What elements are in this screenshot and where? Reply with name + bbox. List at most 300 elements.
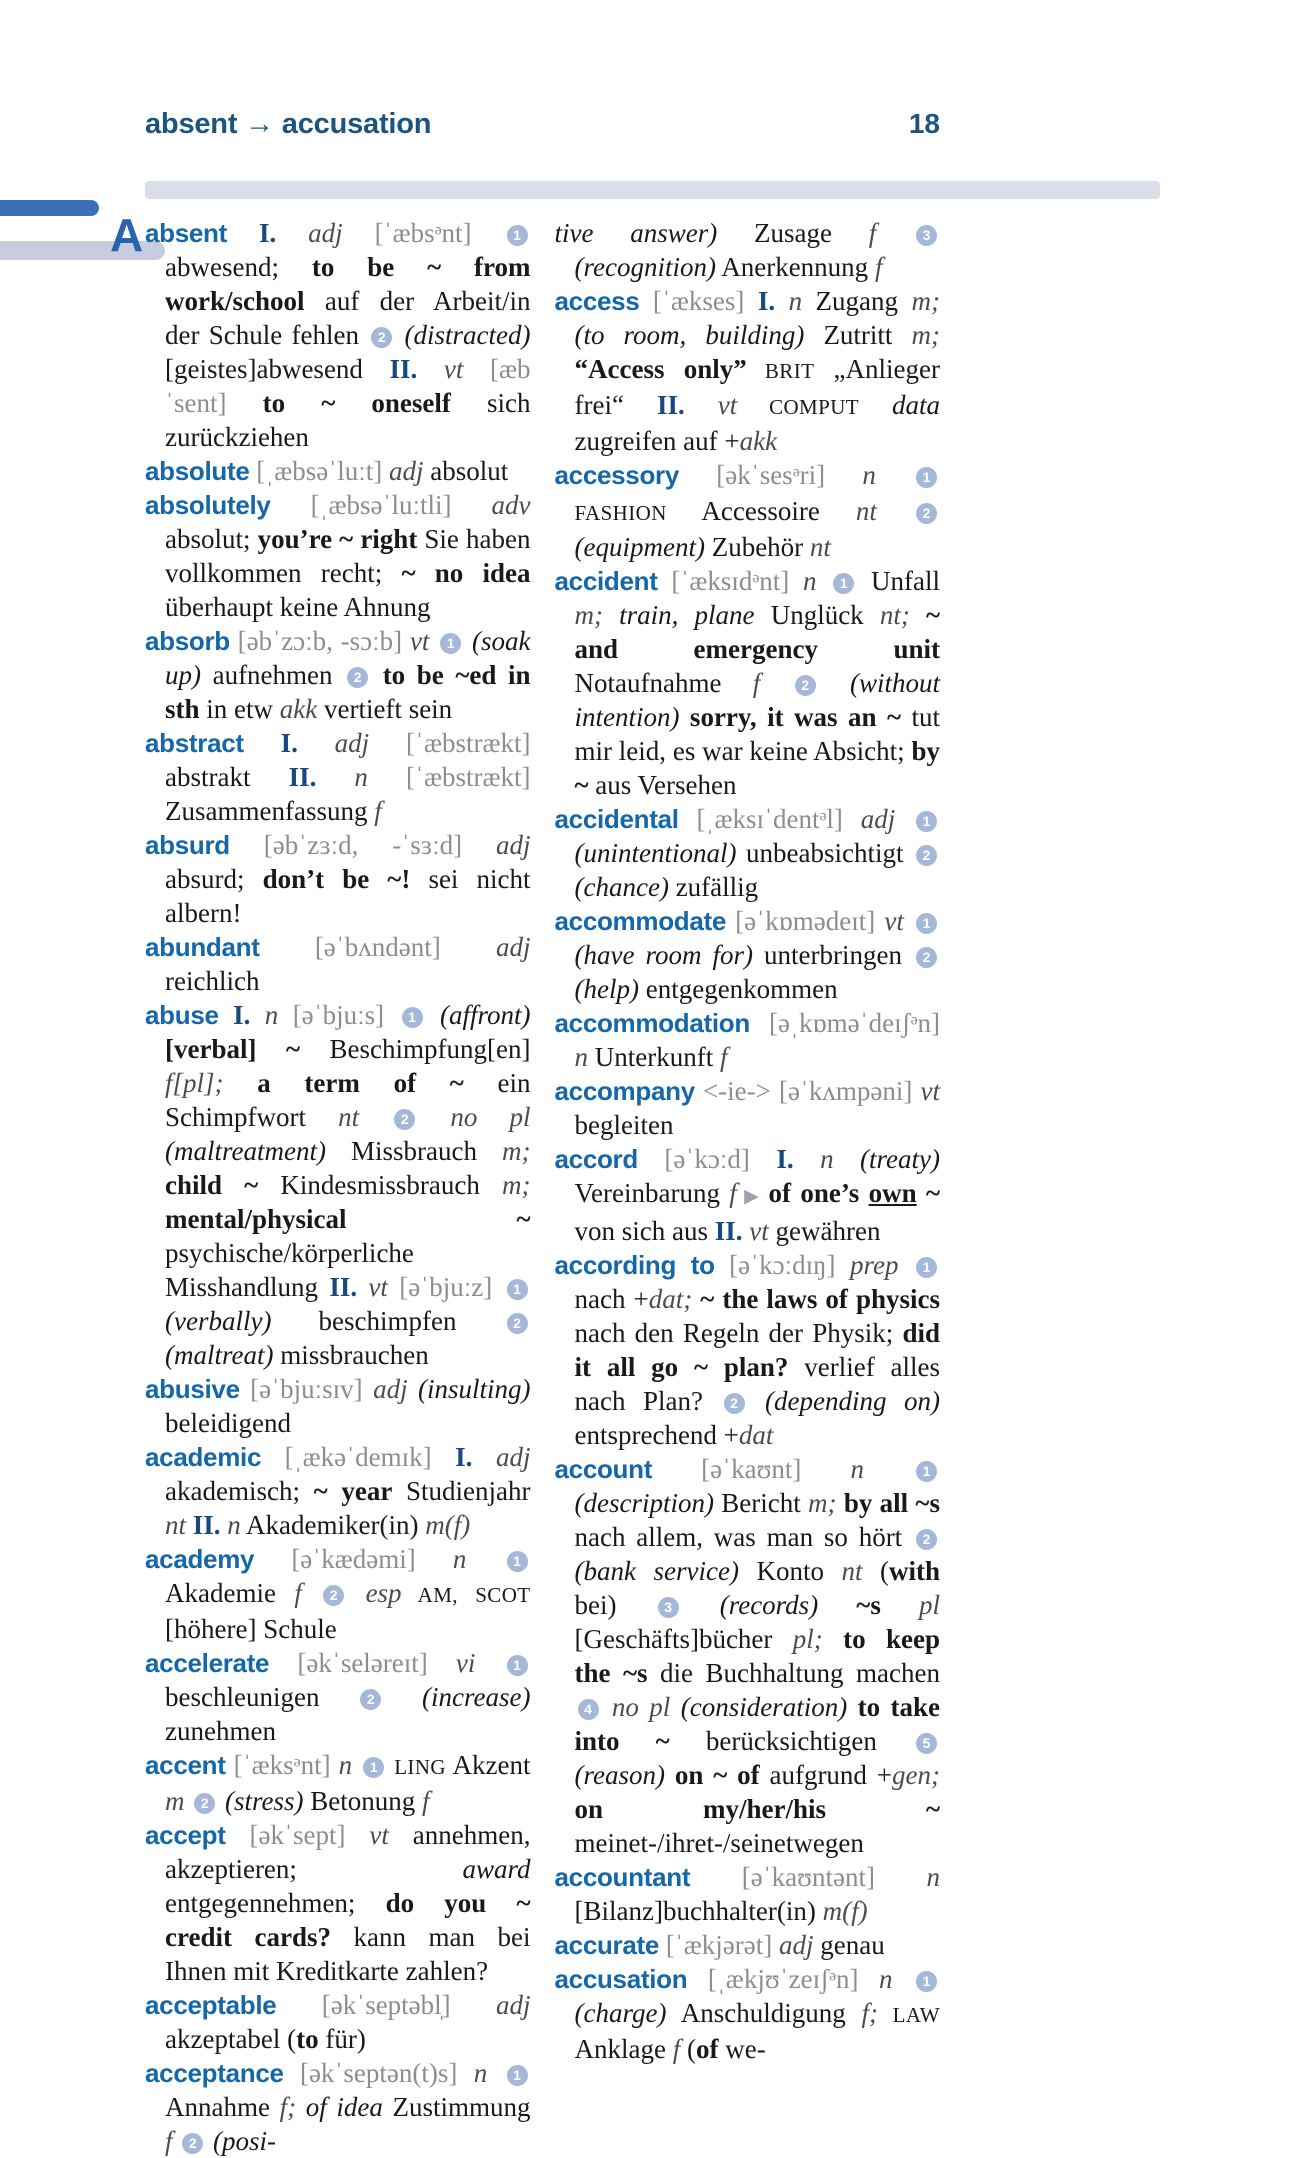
text-run: (posi- xyxy=(206,2126,277,2156)
text-run: f xyxy=(868,218,913,248)
text-run: aus Versehen xyxy=(588,770,737,800)
sense-number-badge: 2 xyxy=(724,1393,745,1414)
entry-absolute xyxy=(145,454,531,488)
text-run: f xyxy=(719,1042,728,1072)
text-run: (maltreat) xyxy=(165,1340,274,1370)
text-run: BRIT xyxy=(746,359,815,383)
text-run: akk xyxy=(739,426,778,456)
text-run: adj xyxy=(860,804,913,834)
column-right xyxy=(555,216,941,2158)
entry-accent xyxy=(145,1748,531,1818)
sense-number-badge: 1 xyxy=(507,1279,528,1300)
text-run: on my/her/his ~ xyxy=(574,1794,940,1824)
sense-number-badge: 5 xyxy=(916,1733,937,1754)
entry-academy xyxy=(145,1542,531,1646)
text-run: [Bilanz]buchhalter(in) xyxy=(574,1896,823,1926)
text-run: entgegenkommen xyxy=(638,974,838,1004)
text-run: aufnehmen xyxy=(201,660,345,690)
text-run: you’re ~ right xyxy=(257,524,418,554)
text-run: vt xyxy=(920,1076,940,1106)
text-run: begleiten xyxy=(574,1110,674,1140)
text-run: sich zurückziehen xyxy=(165,388,531,452)
text-run: nt xyxy=(841,1556,863,1586)
entry-account xyxy=(555,1452,941,1860)
text-run: (equipment) xyxy=(574,532,705,562)
text-run: Bericht xyxy=(713,1488,809,1518)
text-run: f xyxy=(874,252,883,282)
text-run: II. xyxy=(656,390,718,420)
entry-abundant xyxy=(145,930,531,998)
text-run: ~ no idea xyxy=(401,558,531,588)
text-run: adj xyxy=(495,932,531,962)
headword: accommodate xyxy=(554,906,727,936)
text-run: n xyxy=(354,762,368,792)
text-run: dat xyxy=(738,1420,774,1450)
text-run: beleidigend xyxy=(165,1408,291,1438)
sense-number-badge: 1 xyxy=(507,1551,528,1572)
sense-number-badge: 2 xyxy=(371,327,392,348)
text-run: überhaupt keine Ahnung xyxy=(165,592,431,622)
text-run: (unintentional) xyxy=(574,838,737,868)
entry-access xyxy=(555,284,941,458)
sense-number-badge: 2 xyxy=(507,1313,528,1334)
text-run: akzeptabel ( xyxy=(165,2024,297,2054)
entry-academic xyxy=(145,1440,531,1542)
entry-accept xyxy=(145,1818,531,1988)
headword: accidental xyxy=(554,804,679,834)
text-run: m; xyxy=(502,1170,531,1200)
text-run: Unfall xyxy=(857,566,940,596)
pronunciation: [əˈbjuːs] xyxy=(278,1000,399,1030)
text-run: LING xyxy=(387,1755,446,1779)
text-run: (reason) xyxy=(574,1760,675,1790)
text-run: data xyxy=(859,390,940,420)
text-run: nt xyxy=(809,532,831,562)
text-run: m xyxy=(165,1786,192,1816)
pronunciation: [əˈbjuːz] xyxy=(387,1272,504,1302)
text-run: [höhere] Schule xyxy=(165,1614,337,1644)
text-run: m(f) xyxy=(822,1896,868,1926)
text-run: Zugang xyxy=(802,286,912,316)
text-run: abwesend; xyxy=(165,252,312,282)
pronunciation: [əkˈseləreɪt] xyxy=(269,1648,456,1678)
text-run: (without intention) xyxy=(574,668,940,732)
text-run: Akademiker(in) xyxy=(240,1510,426,1540)
pronunciation: [ˈæbsᵊnt] xyxy=(342,218,504,248)
text-run: die Buchhaltung machen xyxy=(647,1658,940,1688)
entry-absolutely xyxy=(145,488,531,624)
sense-number-badge: 4 xyxy=(578,1699,599,1720)
text-run: (increase) xyxy=(384,1682,531,1712)
text-run: n xyxy=(850,1454,913,1484)
sense-number-badge: 1 xyxy=(916,1257,937,1278)
text-run: FASHION xyxy=(574,501,667,525)
entry-accident xyxy=(555,564,941,802)
text-run: on ~ of xyxy=(674,1760,760,1790)
headword: according to xyxy=(554,1250,715,1280)
pronunciation: [əˌkɒməˈdeɪʃᵊn] xyxy=(749,1008,940,1038)
entry-according-to xyxy=(555,1248,941,1452)
text-run: LAW xyxy=(878,2003,940,2027)
pronunciation: [əˈkɔːdɪŋ] xyxy=(714,1250,850,1280)
sense-number-badge: 1 xyxy=(916,1971,937,1992)
text-run: Betonung xyxy=(303,1786,422,1816)
sense-number-badge: 1 xyxy=(916,467,937,488)
headword: accusation xyxy=(554,1964,688,1994)
page-header xyxy=(145,108,940,141)
text-run: (treaty) xyxy=(833,1144,940,1174)
sense-number-badge: 1 xyxy=(507,2065,528,2086)
text-run: zugreifen auf + xyxy=(574,426,740,456)
text-run: n xyxy=(574,1042,588,1072)
headword: accessory xyxy=(554,460,680,490)
text-run: COMPUT xyxy=(737,395,859,419)
sense-number-badge: 2 xyxy=(916,845,937,866)
text-run: I. xyxy=(243,728,335,758)
text-run: Konto xyxy=(738,1556,842,1586)
sense-number-badge: 1 xyxy=(507,1655,528,1676)
text-run: (charge) xyxy=(574,1998,667,2028)
sense-number-badge: 1 xyxy=(507,225,528,246)
text-run: auf der Arbeit/in der Schule fehlen xyxy=(165,286,531,350)
entry-absorb xyxy=(145,624,531,726)
text-run: (depending on) xyxy=(747,1386,940,1416)
sense-number-badge: 2 xyxy=(916,503,937,524)
entry-abstract xyxy=(145,726,531,828)
text-run: do you ~ credit cards? xyxy=(165,1888,531,1952)
headword: acceptable xyxy=(145,1990,277,2020)
sense-number-badge: 2 xyxy=(916,1529,937,1550)
page-number: 18 xyxy=(908,108,940,139)
text-run: verlief alles nach Plan? xyxy=(574,1352,940,1416)
text-run: Missbrauch xyxy=(325,1136,502,1166)
text-run: (insulting) xyxy=(407,1374,531,1404)
text-run: zufällig xyxy=(668,872,759,902)
text-run: ~ and emergency unit xyxy=(574,600,941,664)
text-run: (chance) xyxy=(574,872,669,902)
entry-acceptance xyxy=(145,2056,531,2158)
text-run: own xyxy=(868,1178,917,1208)
headword: academic xyxy=(145,1442,262,1472)
pronunciation: [əkˈsesᵊri] xyxy=(679,460,863,490)
text-run: m; xyxy=(911,286,940,316)
text-run: no pl xyxy=(601,1692,681,1722)
text-run: Anschuldigung xyxy=(666,1998,862,2028)
text-run: AM, SCOT xyxy=(401,1583,531,1607)
text-run: don’t be ~! xyxy=(262,864,411,894)
headword: account xyxy=(554,1454,653,1484)
text-run: (stress) xyxy=(218,1786,304,1816)
sense-number-badge: 1 xyxy=(440,633,461,654)
pronunciation: [əbˈzɜːd, -ˈsɜːd] xyxy=(229,830,496,860)
text-run: f xyxy=(294,1578,321,1608)
pronunciation: [ˈækses] xyxy=(639,286,758,316)
sense-number-badge: 1 xyxy=(916,1461,937,1482)
dictionary-columns xyxy=(145,216,940,2158)
sense-number-badge: 1 xyxy=(916,913,937,934)
text-run: m; xyxy=(502,1136,531,1166)
headword: accurate xyxy=(554,1930,660,1960)
text-run: Anerkennung xyxy=(715,252,875,282)
text-run: with xyxy=(889,1556,941,1586)
text-run: n xyxy=(788,286,803,316)
sense-number-badge: 1 xyxy=(363,1757,384,1778)
pronunciation: [əkˈseptəbl̩] xyxy=(276,1990,496,2020)
headword: absorb xyxy=(145,626,230,656)
text-run: in etw xyxy=(199,694,280,724)
text-run: n xyxy=(862,460,914,490)
sense-number-badge: 3 xyxy=(916,225,937,246)
text-run: m(f) xyxy=(425,1510,471,1540)
sense-number-badge: 2 xyxy=(795,675,816,696)
headword: accent xyxy=(145,1750,226,1780)
headword: absolute xyxy=(145,456,250,486)
text-run: to xyxy=(296,2024,319,2054)
text-run: adj xyxy=(334,728,370,758)
text-run: annehmen, akzeptieren; xyxy=(165,1820,531,1884)
text-run: mental/physical ~ xyxy=(165,1204,531,1234)
text-run: meinet-/ihret-/seinetwegen xyxy=(574,1828,864,1858)
text-run: von sich aus xyxy=(574,1216,715,1246)
pronunciation: [əˈkɔːd] xyxy=(637,1144,777,1174)
text-run: bei) xyxy=(574,1590,655,1620)
text-run: Akademie xyxy=(165,1578,295,1608)
text-run: n xyxy=(264,1000,279,1030)
text-run: adv xyxy=(491,490,531,520)
headword: accident xyxy=(554,566,658,596)
entry-accurate xyxy=(555,1928,941,1962)
text-run: nach + xyxy=(574,1284,649,1314)
text-run: entsprechend + xyxy=(574,1420,739,1450)
text-run: „Anlieger frei“ xyxy=(574,354,940,420)
text-run: (bank service) xyxy=(574,1556,739,1586)
text-run: f xyxy=(752,668,792,698)
text-run: vertieft sein xyxy=(317,694,453,724)
text-run: Zusage xyxy=(717,218,869,248)
sense-number-badge: 1 xyxy=(402,1007,423,1028)
text-run: to take into ~ xyxy=(574,1692,940,1756)
text-run: Beschimpfung[en] xyxy=(300,1034,531,1064)
text-run: ~ the laws of physics xyxy=(692,1284,940,1314)
pronunciation: [ˈæksɪdᵊnt] xyxy=(657,566,804,596)
text-run: ein Schimpfwort xyxy=(165,1068,531,1132)
pronunciation: [ˈæksᵊnt] xyxy=(225,1750,339,1780)
text-run: vt xyxy=(368,1272,388,1302)
text-run: ( xyxy=(862,1556,889,1586)
text-run: n xyxy=(452,1544,504,1574)
entry-accidental xyxy=(555,802,941,904)
headword: abstract xyxy=(145,728,244,758)
headword: abusive xyxy=(145,1374,240,1404)
pronunciation: [əkˈseptən(t)s] xyxy=(283,2058,474,2088)
letter-tab-bar xyxy=(0,200,99,216)
text-run: a term of ~ xyxy=(223,1068,464,1098)
text-run: nach den Regeln der Physik; xyxy=(574,1318,903,1348)
idiom-marker-icon: ▶ xyxy=(736,1186,769,1207)
text-run: adj xyxy=(495,1442,531,1472)
entry-abusive xyxy=(145,1372,531,1440)
text-run: we- xyxy=(718,2034,766,2064)
sense-number-badge: 1 xyxy=(916,811,937,832)
text-run: of xyxy=(695,2034,719,2064)
text-run: (maltreatment) xyxy=(165,1136,326,1166)
text-run: ~ xyxy=(916,1178,940,1208)
text-run: n xyxy=(227,1510,241,1540)
text-run: “Access only” xyxy=(574,354,747,384)
text-run: II. xyxy=(192,1510,228,1540)
text-run: psychische/körperliche Misshandlung xyxy=(165,1238,414,1302)
text-run: gewähren xyxy=(768,1216,881,1246)
text-run: pl; xyxy=(792,1624,844,1654)
entry-accompany xyxy=(555,1074,941,1142)
entry-continuation xyxy=(555,216,941,284)
text-run: f xyxy=(729,1178,737,1208)
text-run: nt; xyxy=(879,600,910,630)
text-run: berücksichtigen xyxy=(669,1726,913,1756)
text-run: nt xyxy=(855,496,913,526)
text-run: II. xyxy=(389,354,444,384)
sense-number-badge: 2 xyxy=(347,667,368,688)
header-word-range: absent → accusation xyxy=(145,108,432,140)
text-run: m; xyxy=(808,1488,844,1518)
text-run: zunehmen xyxy=(165,1716,276,1746)
sense-number-badge: 2 xyxy=(916,947,937,968)
headword: accompany xyxy=(554,1076,695,1106)
headword: abundant xyxy=(145,932,260,962)
sense-number-badge: 1 xyxy=(833,573,854,594)
text-run: Annahme xyxy=(165,2092,280,2122)
text-run: ~ year xyxy=(313,1476,393,1506)
headword: access xyxy=(554,286,640,316)
text-run: adj xyxy=(495,830,531,860)
pronunciation: [əˈbjuːsɪv] xyxy=(239,1374,374,1404)
text-run: [Geschäfts]bücher xyxy=(574,1624,793,1654)
text-run: did it all go ~ plan? xyxy=(574,1318,940,1382)
headword: absolutely xyxy=(145,490,271,520)
text-run: Zusammenfassung xyxy=(165,796,375,826)
text-run: I. xyxy=(227,218,309,248)
sense-number-badge: 2 xyxy=(194,1793,215,1814)
text-run: nt xyxy=(338,1102,392,1132)
text-run: Vereinbarung xyxy=(574,1178,730,1208)
text-run: Accessoire xyxy=(666,496,856,526)
pronunciation: [əˈkædəmi] xyxy=(254,1544,453,1574)
text-run: Kindesmissbrauch xyxy=(258,1170,502,1200)
headword: accountant xyxy=(554,1862,691,1892)
text-run: (help) xyxy=(574,974,639,1004)
headword: accelerate xyxy=(145,1648,270,1678)
pronunciation: [əˈkɒmədeɪt] xyxy=(726,906,885,936)
text-run: I. xyxy=(776,1144,821,1174)
text-run: f xyxy=(165,2126,180,2156)
text-run: n xyxy=(338,1750,361,1780)
text-run: I. xyxy=(757,286,789,316)
text-run: Notaufnahme xyxy=(574,668,753,698)
text-run: to keep the ~s xyxy=(574,1624,940,1688)
text-run: Zubehör xyxy=(704,532,810,562)
pronunciation: [ˈæbstrækt] xyxy=(367,762,531,792)
pronunciation: [əˈkaʊntənt] xyxy=(690,1862,927,1892)
text-run: Unterkunft xyxy=(588,1042,720,1072)
text-run: tive answer) xyxy=(554,218,718,248)
text-run: Zustimmung xyxy=(382,2092,531,2122)
text-run: of idea xyxy=(296,2092,383,2122)
text-run: adj xyxy=(389,456,424,486)
text-run: n xyxy=(473,2058,504,2088)
text-run: missbrauchen xyxy=(273,1340,429,1370)
text-run: vt xyxy=(409,626,438,656)
text-run: tut mir leid, es war keine Absicht; xyxy=(574,702,940,766)
entry-accommodate xyxy=(555,904,941,1006)
entry-absent xyxy=(145,216,531,454)
text-run: to ~ oneself xyxy=(262,388,451,418)
text-run: [geistes]abwesend xyxy=(165,354,390,384)
text-run: f; xyxy=(279,2092,297,2122)
text-run: absurd; xyxy=(165,864,263,894)
entry-accountant xyxy=(555,1860,941,1928)
text-run: dat; xyxy=(648,1284,693,1314)
text-run: vt xyxy=(884,906,913,936)
text-run: adj xyxy=(308,218,343,248)
headword: accord xyxy=(554,1144,638,1174)
text-run: beschimpfen xyxy=(271,1306,504,1336)
sense-number-badge: 3 xyxy=(658,1597,679,1618)
text-run: n xyxy=(803,566,831,596)
text-run: aufgrund + xyxy=(759,1760,893,1790)
text-run: esp xyxy=(347,1578,402,1608)
text-run: Akzent xyxy=(445,1750,531,1780)
headword: accept xyxy=(145,1820,226,1850)
headword: acceptance xyxy=(145,2058,284,2088)
text-run: entgegennehmen; xyxy=(165,1888,386,1918)
text-run: kann man bei Ihnen mit Kreditkarte zahlen? xyxy=(165,1922,531,1986)
letter-tab-label: A xyxy=(110,209,144,261)
pronunciation: [ˌæbsəˈluːtli] xyxy=(270,490,492,520)
sense-number-badge: 2 xyxy=(360,1689,381,1710)
header-rule-bar xyxy=(145,181,1160,199)
pronunciation: [ˌæbsəˈluːt] xyxy=(249,456,389,486)
text-run: beschleunigen xyxy=(165,1682,358,1712)
text-run: unterbringen xyxy=(753,940,914,970)
text-run: akk xyxy=(279,694,318,724)
text-run: absolut xyxy=(423,456,509,486)
text-run: I. xyxy=(455,1442,496,1472)
text-run: f xyxy=(374,796,382,826)
text-run: sorry, it was an ~ xyxy=(679,702,902,732)
pronunciation: [ˈækjərət] xyxy=(659,1930,780,1960)
pronunciation: [ˌækjʊˈzeɪʃᵊn] xyxy=(687,1964,879,1994)
text-run: vt xyxy=(369,1820,389,1850)
text-run: abstrakt xyxy=(165,762,289,792)
entry-acceptable xyxy=(145,1988,531,2056)
text-run: f xyxy=(422,1786,430,1816)
text-run: genau xyxy=(813,1930,885,1960)
text-run: nt xyxy=(165,1510,193,1540)
text-run: adj xyxy=(779,1930,814,1960)
text-run: (records) xyxy=(681,1590,857,1620)
text-run: vi xyxy=(455,1648,504,1678)
pronunciation: [əkˈsept] xyxy=(225,1820,370,1850)
text-run: Unglück xyxy=(754,600,880,630)
text-run: Studienjahr xyxy=(392,1476,531,1506)
text-run: (to room, building) xyxy=(574,320,805,350)
sense-number-badge: 2 xyxy=(394,1109,415,1130)
text-run: no pl xyxy=(418,1102,531,1132)
text-run: (distracted) xyxy=(395,320,531,350)
pronunciation: [æbˈsent] xyxy=(165,354,531,418)
text-run: unbeabsichtigt xyxy=(736,838,913,868)
text-run: Sie haben vollkommen recht; xyxy=(165,524,531,588)
